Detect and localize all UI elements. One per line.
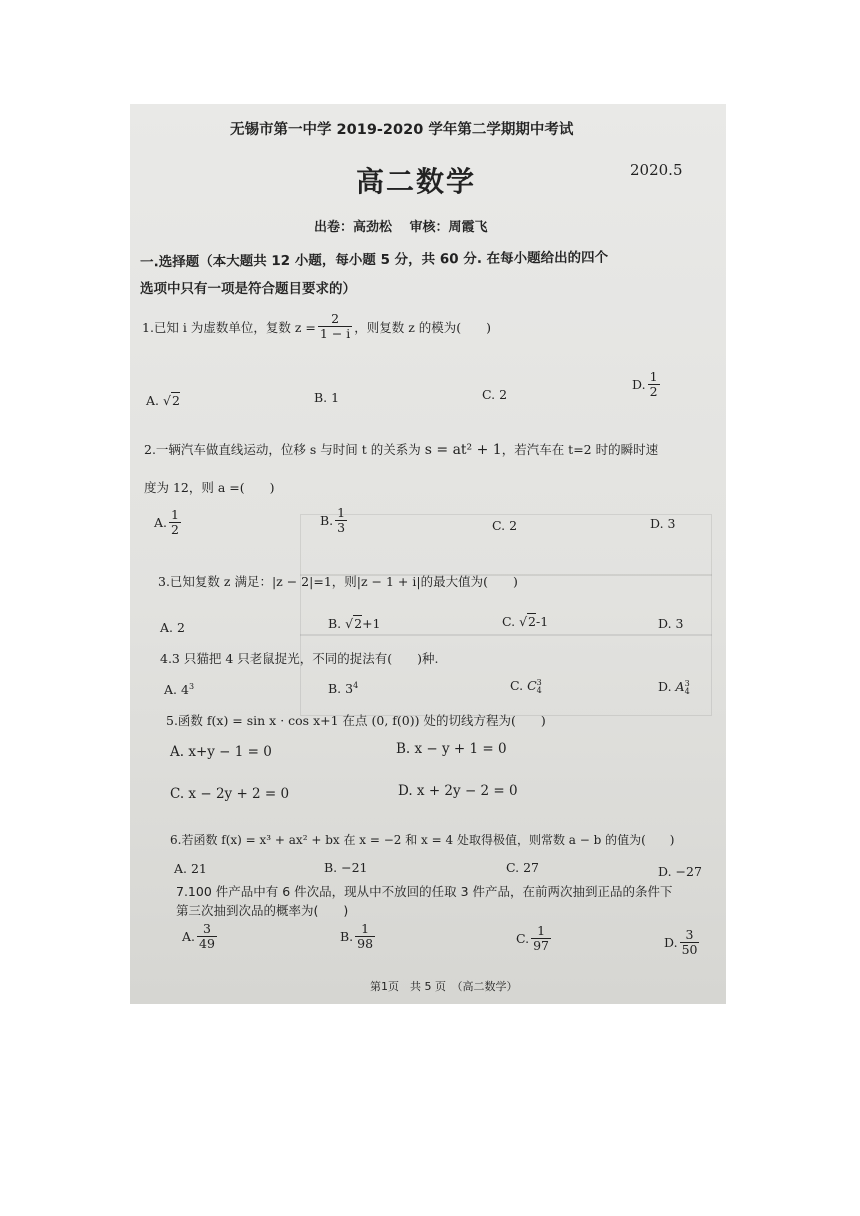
option-fraction bbox=[355, 922, 375, 952]
option-fraction bbox=[169, 508, 181, 538]
power-base: 4 bbox=[181, 682, 189, 698]
option-fraction bbox=[531, 924, 551, 954]
fraction-denominator: 3 bbox=[337, 520, 346, 536]
fraction-denominator: 49 bbox=[199, 936, 215, 952]
question-1-fraction-denominator: 1 − i bbox=[319, 326, 351, 342]
option-fraction bbox=[335, 506, 347, 536]
question-4-option-d bbox=[658, 679, 690, 696]
question-7-option-b bbox=[340, 922, 377, 952]
option-suffix: +1 bbox=[362, 616, 381, 631]
question-3-option-a: A. 2 bbox=[160, 620, 185, 635]
sqrt-symbol: √ bbox=[163, 393, 171, 408]
fraction-numerator: 3 bbox=[685, 927, 694, 942]
question-2-option-a bbox=[154, 508, 183, 538]
option-label: D. bbox=[632, 377, 646, 393]
arrangement-subscript: 4 bbox=[684, 686, 690, 696]
arrangement-symbol: A bbox=[675, 679, 685, 694]
option-label: B. bbox=[340, 929, 354, 945]
question-3: 3.已知复数 z 满足：|z − 2|=1，则|z − 1 + i|的最大值为( ) bbox=[158, 574, 518, 589]
fraction-denominator: 97 bbox=[533, 938, 549, 954]
question-2-option-d: D. 3 bbox=[650, 516, 676, 531]
question-2-formula: s = at² + 1 bbox=[424, 442, 502, 458]
question-1-option-b: B. 1 bbox=[314, 390, 340, 405]
question-7-option-a bbox=[182, 922, 219, 952]
question-5-option-d: D. x + 2y − 2 = 0 bbox=[398, 783, 518, 799]
option-fraction bbox=[197, 922, 217, 952]
section-heading-line2: 选项中只有一项是符合题目要求的） bbox=[140, 281, 356, 297]
question-4-option-c bbox=[510, 678, 542, 695]
radicand: 2 bbox=[171, 393, 180, 408]
question-2-stem-start: 2.一辆汽车做直线运动，位移 s 与时间 t 的关系为 bbox=[144, 442, 421, 457]
question-7-line2: 第三次抽到次品的概率为( ) bbox=[176, 903, 349, 918]
question-1-option-c: C. 2 bbox=[482, 387, 508, 402]
fraction-numerator: 3 bbox=[202, 921, 211, 936]
option-label: A. bbox=[154, 515, 168, 531]
option-label: A. bbox=[146, 393, 160, 408]
question-2-option-b bbox=[320, 506, 349, 536]
sqrt-symbol: √ bbox=[519, 614, 528, 629]
option-fraction bbox=[680, 928, 700, 958]
question-3-option-c bbox=[502, 614, 548, 629]
question-5-option-b: B. x − y + 1 = 0 bbox=[396, 741, 507, 757]
question-4: 4.3 只猫把 4 只老鼠捉光，不同的捉法有( )种. bbox=[160, 651, 439, 666]
sqrt-symbol: √ bbox=[345, 616, 354, 631]
option-label: D. bbox=[658, 679, 672, 694]
question-5: 5.函数 f(x) = sin x · cos x+1 在点 (0, f(0)) 处的切线方程为( ) bbox=[166, 713, 546, 728]
power-base: 3 bbox=[345, 681, 354, 697]
question-1-option-d bbox=[632, 370, 662, 400]
fraction-numerator: 1 bbox=[649, 369, 658, 384]
question-5-option-c: C. x − 2y + 2 = 0 bbox=[170, 786, 290, 802]
option-label: B. bbox=[328, 681, 342, 697]
option-label: D. bbox=[664, 935, 678, 951]
fraction-numerator: 1 bbox=[537, 923, 546, 938]
radicand: 2 bbox=[354, 616, 363, 631]
option-label: A. bbox=[182, 929, 196, 945]
page-footer: 第1页 共 5 页 （高二数学） bbox=[370, 980, 518, 993]
question-7-option-d bbox=[664, 928, 701, 958]
exam-date: 2020.5 bbox=[630, 161, 683, 179]
arrangement-superscript: 3 bbox=[684, 678, 690, 688]
fraction-denominator: 50 bbox=[681, 942, 698, 958]
question-2-option-c: C. 2 bbox=[492, 518, 518, 533]
question-7-line1: 7.100 件产品中有 6 件次品，现从中不放回的任取 3 件产品，在前两次抽到正品的条件下 bbox=[176, 884, 673, 899]
radicand: 2 bbox=[528, 614, 536, 629]
authors-line: 出卷：高劲松 审核：周霞飞 bbox=[314, 220, 488, 235]
combination-subscript: 4 bbox=[536, 685, 542, 695]
fraction-numerator: 1 bbox=[361, 921, 370, 936]
question-6-option-c: C. 27 bbox=[506, 860, 539, 875]
question-6: 6.若函数 f(x) = x³ + ax² + bx 在 x = −2 和 x = 4 处取得极值，则常数 a − b 的值为( ) bbox=[170, 833, 675, 847]
question-6-option-b: B. −21 bbox=[324, 860, 368, 875]
question-1-stem-start: 1.已知 i 为虚数单位，复数 z = bbox=[142, 319, 316, 335]
option-label: C. bbox=[510, 678, 524, 693]
question-1-stem-end: ，则复数 z 的模为( ) bbox=[354, 319, 492, 335]
fraction-numerator: 1 bbox=[337, 505, 346, 520]
show-through-table-rule bbox=[300, 634, 712, 636]
option-label: C. bbox=[516, 931, 530, 947]
question-3-option-d: D. 3 bbox=[658, 616, 684, 631]
question-1-fraction-numerator: 2 bbox=[331, 311, 340, 326]
option-fraction bbox=[648, 370, 660, 400]
power-exponent: 3 bbox=[188, 682, 195, 691]
fraction-numerator: 1 bbox=[171, 507, 179, 522]
combination-superscript: 3 bbox=[536, 677, 542, 687]
question-4-option-a bbox=[164, 682, 194, 697]
question-2-line1 bbox=[144, 440, 658, 458]
question-2-stem-end: ，若汽车在 t=2 时的瞬时速 bbox=[501, 442, 659, 457]
option-label: A. bbox=[164, 682, 178, 698]
option-label: B. bbox=[320, 513, 334, 529]
fraction-denominator: 2 bbox=[649, 384, 658, 400]
question-2-line2: 度为 12，则 a =( ) bbox=[144, 480, 275, 495]
question-1-option-a bbox=[146, 393, 180, 408]
combination-symbol: C bbox=[527, 678, 537, 693]
question-1-fraction bbox=[318, 312, 352, 342]
question-4-option-b bbox=[328, 681, 358, 696]
option-suffix: -1 bbox=[536, 614, 549, 629]
question-6-option-d: D. −27 bbox=[658, 864, 702, 879]
question-1 bbox=[142, 312, 491, 342]
question-3-option-b bbox=[328, 616, 381, 631]
power-exponent: 4 bbox=[353, 681, 359, 690]
school-exam-title: 无锡市第一中学 2019-2020 学年第二学期期中考试 bbox=[230, 122, 574, 138]
section-heading-line1: 一.选择题（本大题共 12 小题，每小题 5 分，共 60 分. 在每小题给出的四个 bbox=[139, 249, 609, 271]
fraction-denominator: 2 bbox=[171, 522, 179, 538]
question-7-option-c bbox=[516, 924, 553, 954]
question-6-option-a: A. 21 bbox=[174, 861, 207, 876]
option-label: B. bbox=[328, 616, 342, 631]
option-label: C. bbox=[502, 614, 516, 629]
subject-title: 高二数学 bbox=[356, 165, 477, 198]
exam-photo bbox=[130, 104, 726, 1004]
question-5-option-a: A. x+y − 1 = 0 bbox=[170, 744, 272, 760]
fraction-denominator: 98 bbox=[357, 936, 374, 952]
